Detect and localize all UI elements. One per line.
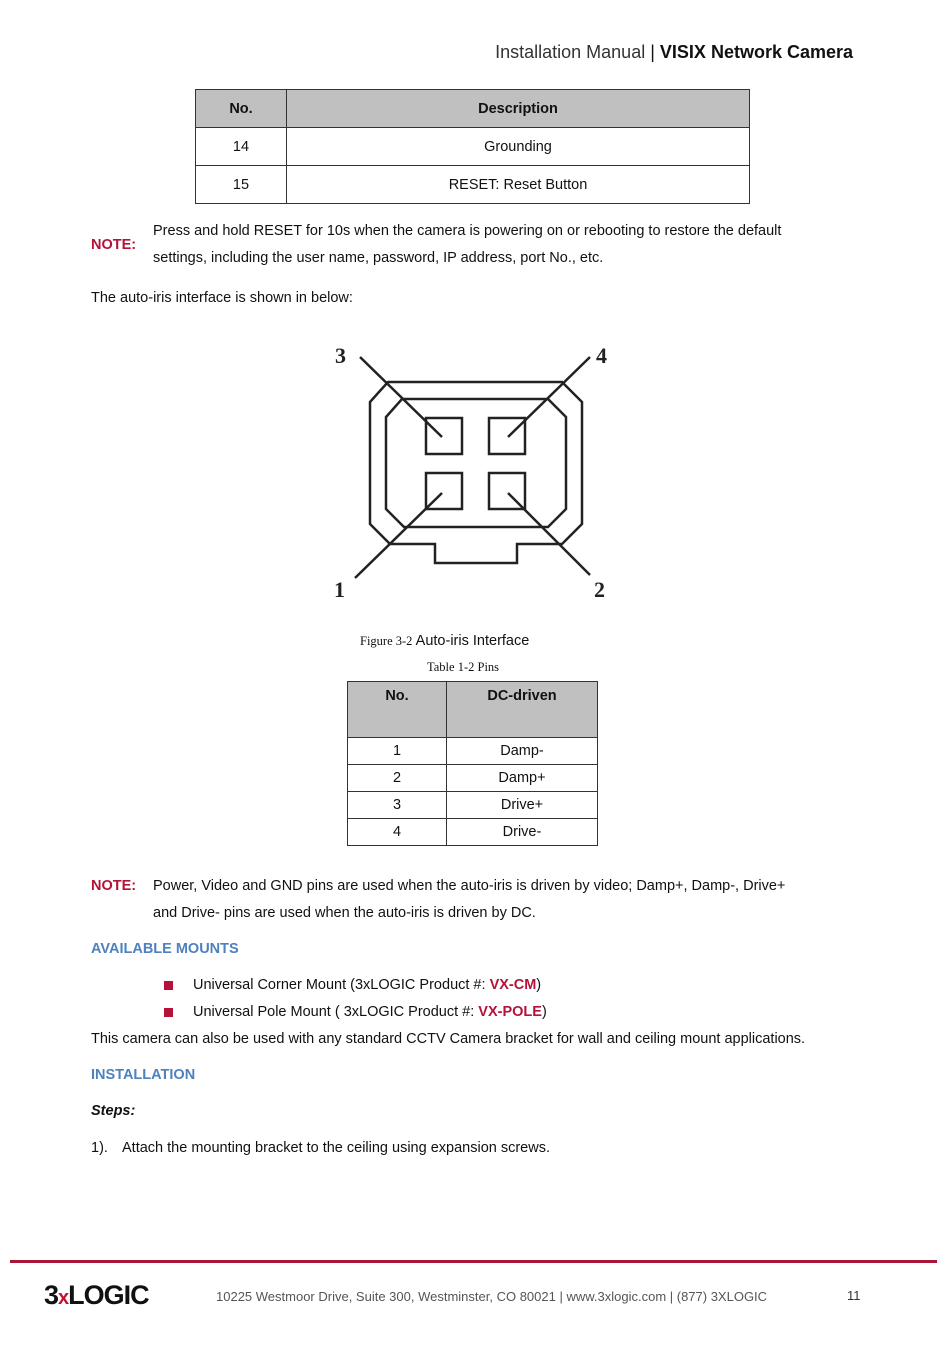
pin-label: 2 <box>594 577 605 602</box>
note-text: settings, including the user name, password, IP address, port No., etc. <box>153 250 604 266</box>
step-text: Attach the mounting bracket to the ceiling using expansion screws. <box>122 1140 550 1156</box>
bullet-icon <box>164 1008 173 1017</box>
cell: Drive- <box>447 819 598 846</box>
col-header: No. <box>348 682 447 738</box>
product-name: VISIX Network Camera <box>659 42 853 62</box>
logo-part: LOGIC <box>68 1280 149 1310</box>
mount-text: Universal Corner Mount (3xLOGIC Product #: <box>193 977 490 993</box>
pin-3-square <box>426 418 462 454</box>
table-row <box>348 792 598 819</box>
mount-item <box>193 1004 547 1020</box>
cell: 3 <box>348 792 447 819</box>
figure-number: Figure 3-2 <box>360 634 413 648</box>
figure-title: Auto-iris Interface <box>415 633 530 649</box>
table-row <box>348 765 598 792</box>
cell: 15 <box>196 166 287 204</box>
logo-part: 3 <box>44 1280 59 1310</box>
mount-text-end: ) <box>541 1004 547 1020</box>
col-header: DC-driven <box>447 682 598 738</box>
pins-table <box>347 681 598 846</box>
note-label: NOTE: <box>91 878 137 894</box>
footer-address: 10225 Westmoor Drive, Suite 300, Westminster, CO 80021 | www.3xlogic.com | (877) 3XLOGIC <box>216 1289 768 1304</box>
pin-2-leader <box>508 493 590 575</box>
pin-3-leader <box>360 357 442 437</box>
auto-iris-diagram <box>0 0 950 620</box>
pin-4-square <box>489 418 525 454</box>
bullet-icon <box>164 981 173 990</box>
footer-divider <box>10 1260 937 1263</box>
table-row <box>348 819 598 846</box>
logo-part: x <box>58 1287 69 1309</box>
pin-label: 3 <box>335 343 346 368</box>
cell: RESET: Reset Button <box>287 166 750 204</box>
manual-title: Installation Manual <box>495 42 646 62</box>
connector-inner <box>386 399 566 527</box>
page-number: 11 <box>847 1288 861 1303</box>
header-separator: | <box>650 42 655 62</box>
mounts-note: This camera can also be used with any standard CCTV Camera bracket for wall and ceiling mount applications. <box>91 1031 806 1047</box>
cell: Damp- <box>447 738 598 765</box>
product-code: VX-CM <box>489 977 537 993</box>
mount-text-end: ) <box>536 977 542 993</box>
table-row <box>348 738 598 765</box>
step-number: 1). <box>91 1140 108 1156</box>
pin-label: 1 <box>334 577 345 602</box>
cell: 14 <box>196 128 287 166</box>
note-text: Press and hold RESET for 10s when the camera is powering on or rebooting to restore the default <box>153 223 782 239</box>
cell: 1 <box>348 738 447 765</box>
table-caption: Table 1-2 Pins <box>427 660 500 674</box>
cell: Drive+ <box>447 792 598 819</box>
intro-text: The auto-iris interface is shown in below: <box>91 290 353 306</box>
note-text: Power, Video and GND pins are used when the auto-iris is driven by video; Damp+, Damp-, Drive+ <box>153 878 786 894</box>
mount-item <box>193 977 541 993</box>
cell: 4 <box>348 819 447 846</box>
cell: 2 <box>348 765 447 792</box>
logo <box>44 1280 149 1311</box>
figure-caption <box>360 633 529 649</box>
col-header: Description <box>287 90 750 128</box>
product-code: VX-POLE <box>478 1004 542 1020</box>
pin-1-leader <box>355 493 442 578</box>
steps-label: Steps: <box>91 1103 136 1119</box>
mount-text: Universal Pole Mount ( 3xLOGIC Product #: <box>193 1004 479 1020</box>
col-header: No. <box>196 90 287 128</box>
section-heading-mounts: AVAILABLE MOUNTS <box>91 941 239 957</box>
note-label: NOTE: <box>91 237 137 253</box>
pin-label: 4 <box>596 343 607 368</box>
cell: Damp+ <box>447 765 598 792</box>
section-heading-installation: INSTALLATION <box>91 1067 196 1083</box>
cell: Grounding <box>287 128 750 166</box>
note-text: and Drive- pins are used when the auto-iris is driven by DC. <box>153 905 536 921</box>
